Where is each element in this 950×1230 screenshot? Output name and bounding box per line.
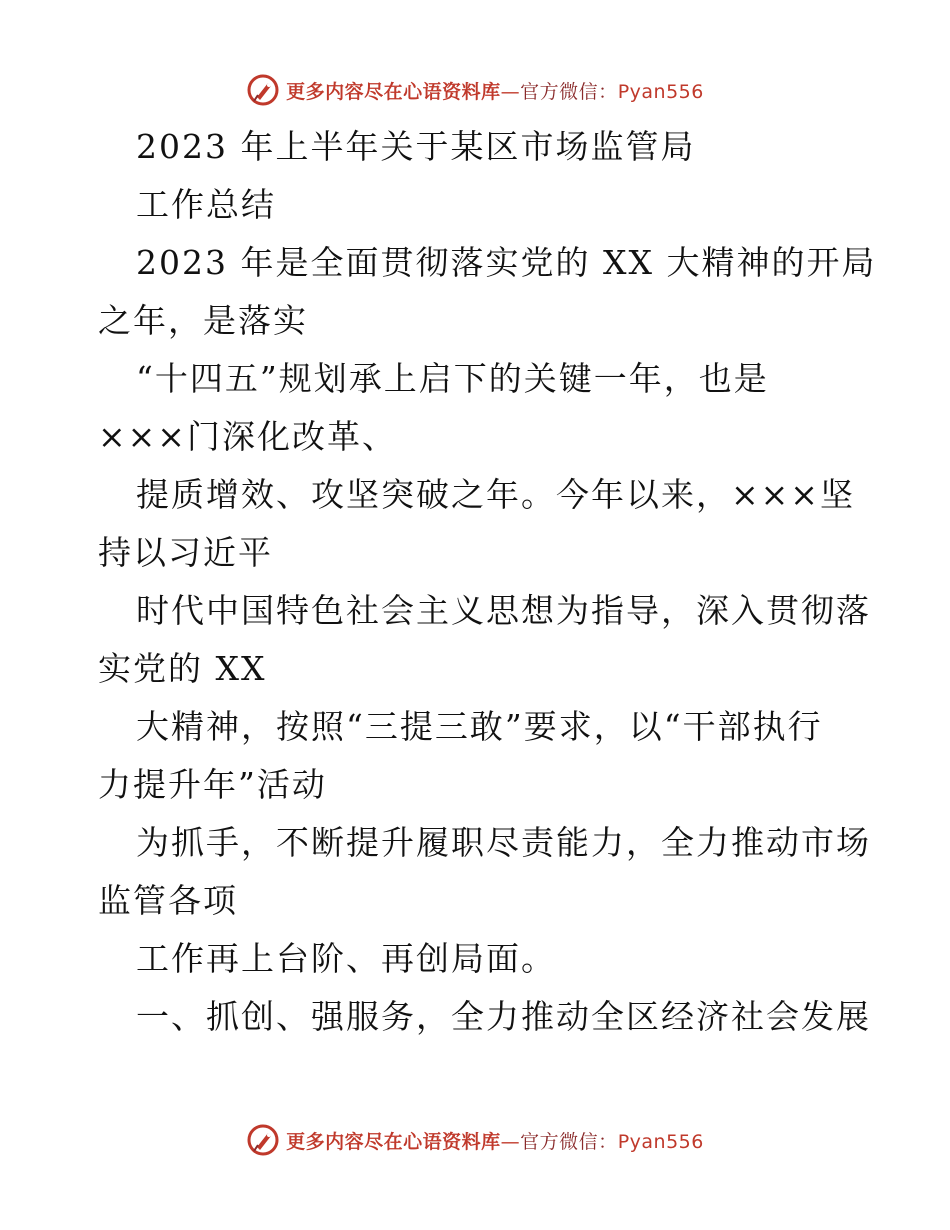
paragraph-line: 持以习近平 [98, 533, 273, 572]
pen-nib-logo-icon [246, 73, 280, 107]
pen-nib-logo-icon [246, 1123, 280, 1157]
watermark-separator: — [500, 80, 521, 103]
paragraph-line: 监管各项 [98, 881, 238, 920]
footer-watermark [0, 1118, 950, 1162]
document-title-line-1: 2023 年上半年关于某区市场监管局 [136, 127, 696, 166]
watermark-account: Pyan556 [617, 1130, 704, 1153]
paragraph-line: ×××门深化改革、 [98, 417, 397, 456]
paragraph-line: 工作再上台阶、再创局面。 [136, 939, 556, 978]
paragraph-line: 实党的 XX [98, 649, 267, 688]
header-watermark [0, 68, 950, 112]
paragraph-line: 提质增效、攻坚突破之年。今年以来，×××坚 [136, 475, 855, 514]
watermark-account: Pyan556 [617, 80, 704, 103]
paragraph-line: 为抓手，不断提升履职尽责能力，全力推动市场 [136, 823, 871, 862]
paragraph-line: 时代中国特色社会主义思想为指导，深入贯彻落 [136, 591, 871, 630]
paragraph-line: 之年，是落实 [98, 301, 308, 340]
paragraph-line: 力提升年”活动 [98, 765, 327, 804]
watermark-separator: — [500, 1130, 521, 1153]
paragraph-line: 2023 年是全面贯彻落实党的 XX 大精神的开局 [136, 243, 877, 282]
paragraph-line: “十四五”规划承上启下的关键一年，也是 [136, 359, 769, 398]
watermark-brand-text: 更多内容尽在心语资料库 [286, 80, 501, 103]
paragraph-line: 大精神，按照“三提三敢”要求，以“干部执行 [136, 707, 823, 746]
watermark-label: 官方微信： [520, 1130, 618, 1153]
document-body [98, 118, 877, 1046]
section-heading: 一、抓创、强服务，全力推动全区经济社会发展 [136, 997, 871, 1036]
watermark-label: 官方微信： [520, 80, 618, 103]
document-title-line-2: 工作总结 [136, 185, 276, 224]
watermark-brand-text: 更多内容尽在心语资料库 [286, 1130, 501, 1153]
